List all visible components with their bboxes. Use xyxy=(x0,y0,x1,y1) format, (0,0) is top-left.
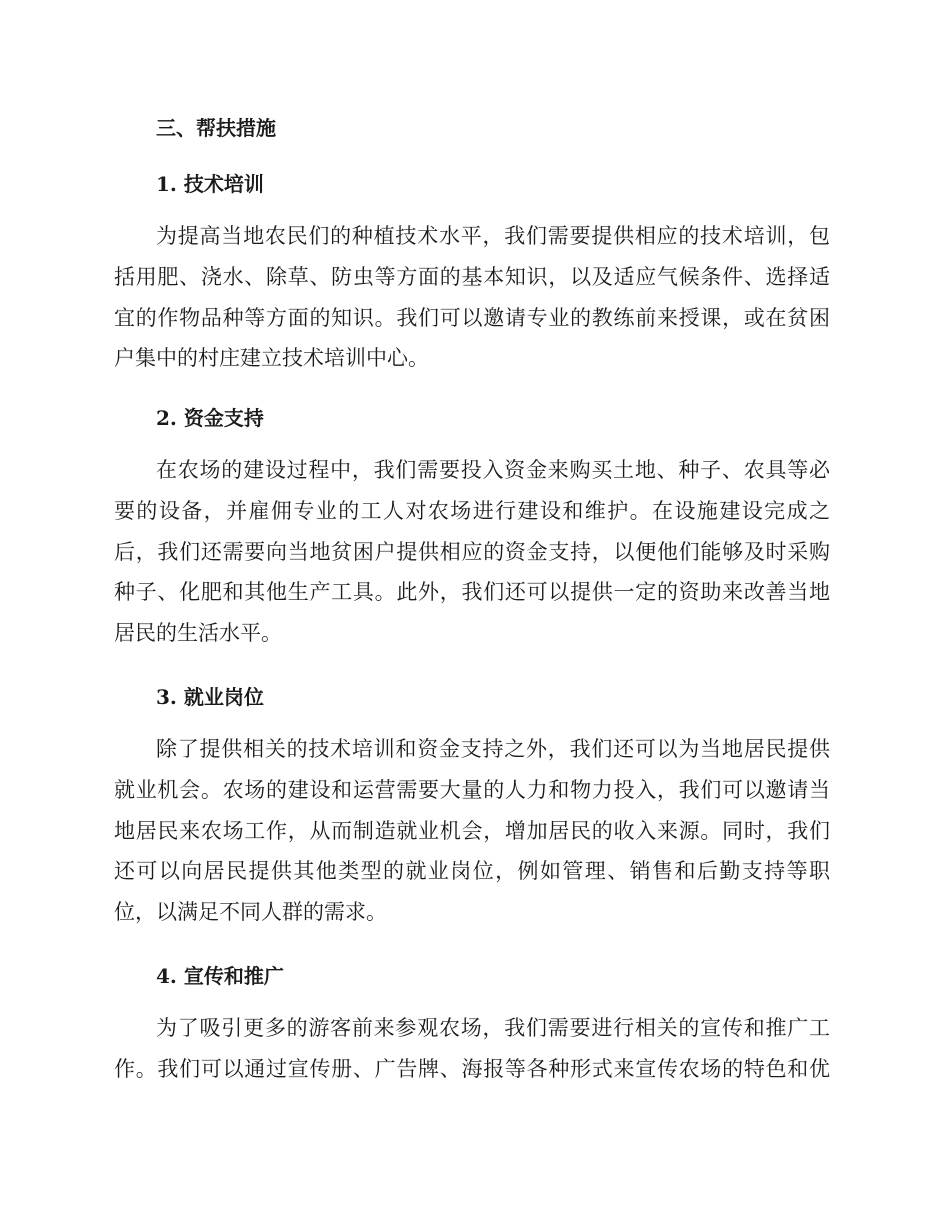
paragraph-line: 为提高当地农民们的种植技术水平，我们需要提供相应的技术培训，包 xyxy=(156,224,830,248)
paragraph-line: 宜的作物品种等方面的知识。我们可以邀请专业的教练前来授课，或在贫困 xyxy=(114,305,830,330)
paragraph-line: 括用肥、浇水、除草、防虫等方面的基本知识，以及适应气候条件、选择适 xyxy=(114,264,830,289)
heading-employment-positions: 3. 就业岗位 xyxy=(156,685,264,709)
paragraph-line: 户集中的村庄建立技术培训中心。 xyxy=(114,346,429,371)
paragraph-line: 位，以满足不同人群的需求。 xyxy=(114,900,387,925)
paragraph-line: 地居民来农场工作，从而制造就业机会，增加居民的收入来源。同时，我们 xyxy=(114,818,830,843)
paragraph-line: 要的设备，并雇佣专业的工人对农场进行建设和维护。在设施建设完成之 xyxy=(114,498,830,523)
paragraph-employment-positions xyxy=(114,729,830,933)
heading-technical-training: 1. 技术培训 xyxy=(156,172,264,196)
heading-funding-support: 2. 资金支持 xyxy=(156,406,264,430)
paragraph-promotion xyxy=(114,1008,830,1090)
paragraph-technical-training xyxy=(114,216,830,379)
section-title: 三、帮扶措施 xyxy=(156,116,276,140)
paragraph-line: 除了提供相关的技术培训和资金支持之外，我们还可以为当地居民提供 xyxy=(156,737,830,761)
heading-promotion: 4. 宣传和推广 xyxy=(156,964,284,988)
paragraph-line: 还可以向居民提供其他类型的就业岗位，例如管理、销售和后勤支持等职 xyxy=(114,859,830,884)
paragraph-line: 作。我们可以通过宣传册、广告牌、海报等各种形式来宣传农场的特色和优 xyxy=(114,1056,830,1081)
paragraph-line: 种子、化肥和其他生产工具。此外，我们还可以提供一定的资助来改善当地 xyxy=(114,580,830,605)
paragraph-funding-support xyxy=(114,450,830,654)
paragraph-line: 在农场的建设过程中，我们需要投入资金来购买土地、种子、农具等必 xyxy=(156,458,830,482)
paragraph-line: 居民的生活水平。 xyxy=(114,621,282,646)
paragraph-line: 后，我们还需要向当地贫困户提供相应的资金支持，以便他们能够及时采购 xyxy=(114,539,830,564)
paragraph-line: 就业机会。农场的建设和运营需要大量的人力和物力投入，我们可以邀请当 xyxy=(114,777,830,802)
paragraph-line: 为了吸引更多的游客前来参观农场，我们需要进行相关的宣传和推广工 xyxy=(156,1016,830,1040)
